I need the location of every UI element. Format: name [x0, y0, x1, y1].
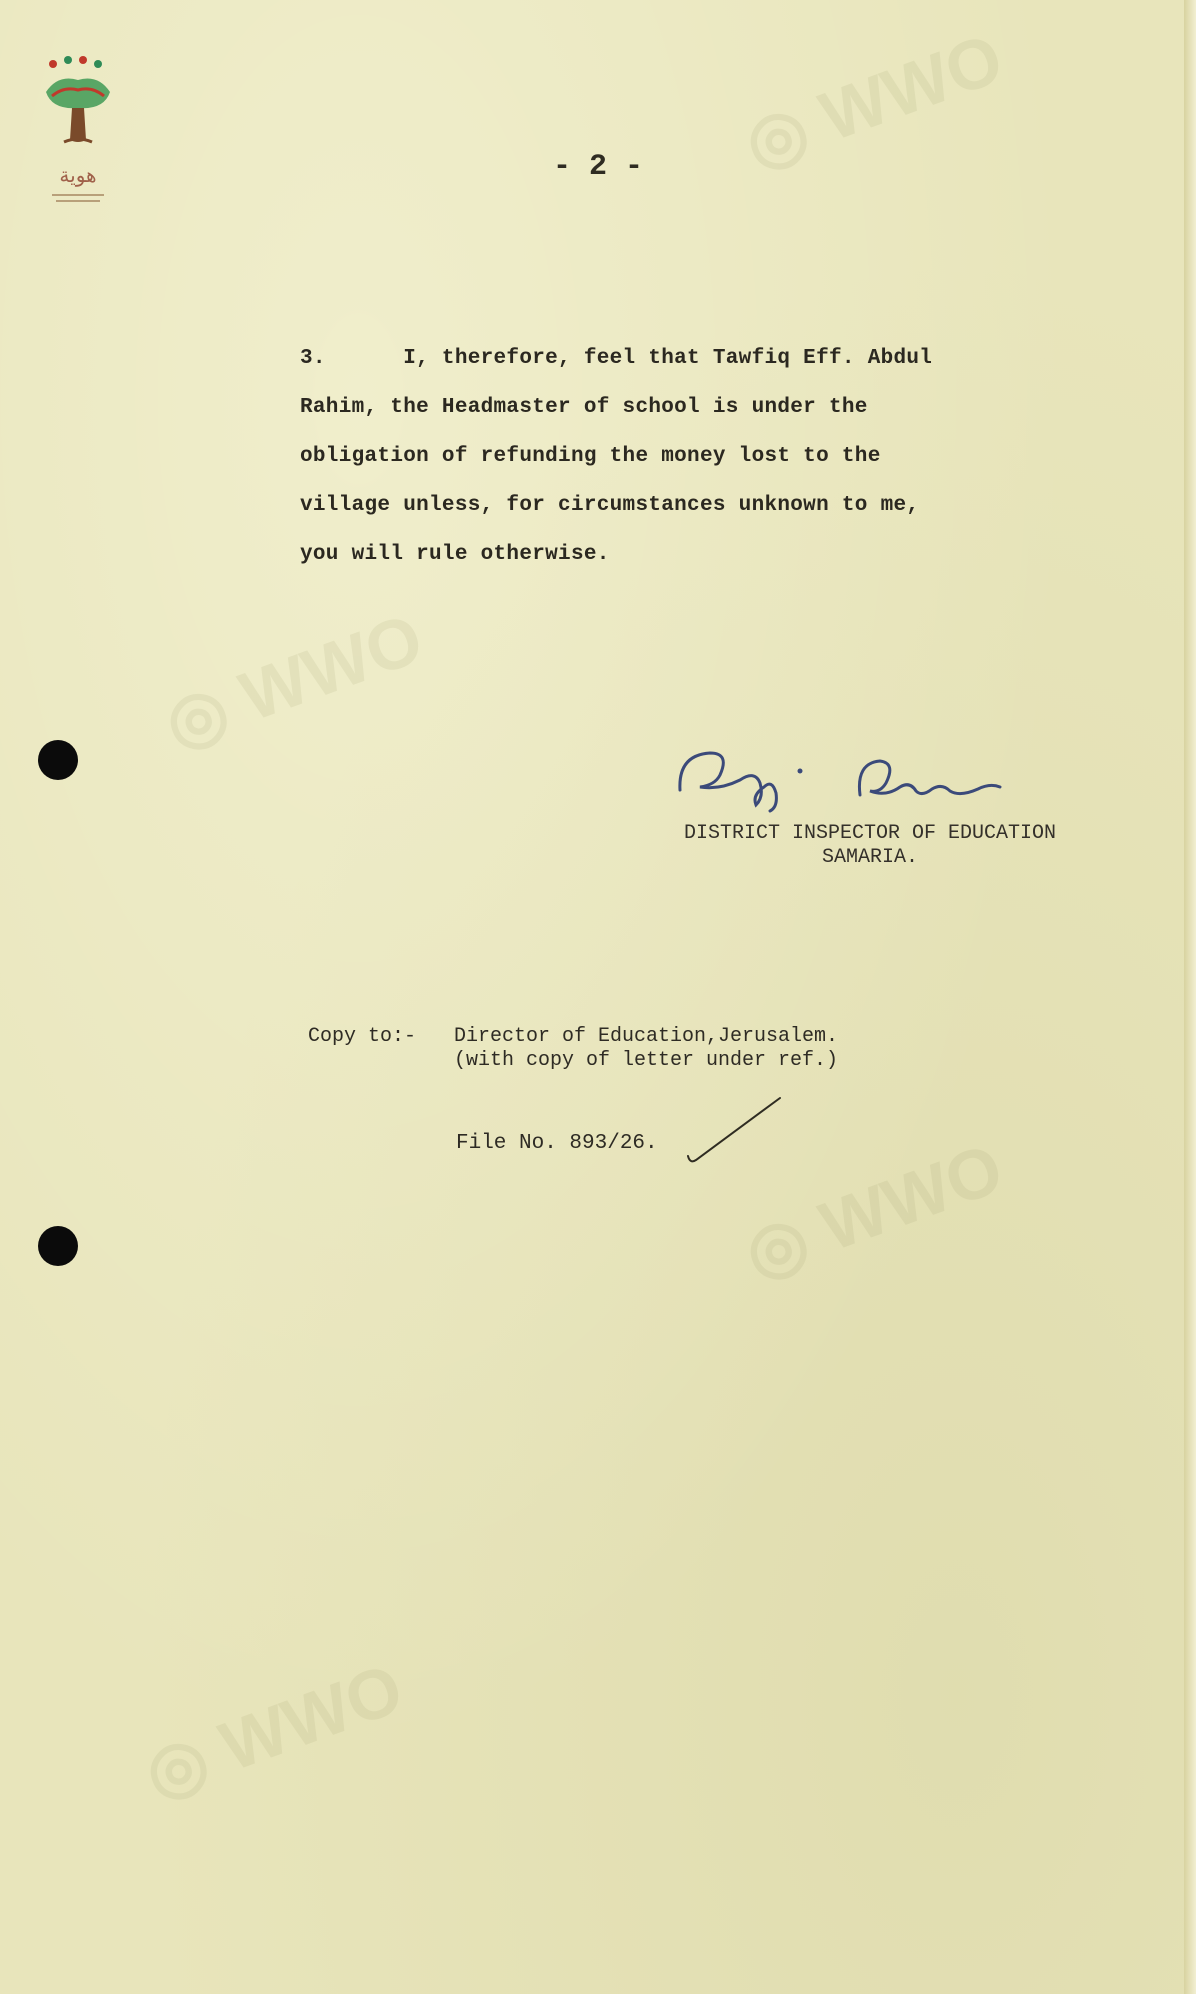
watermark-stamp: ◎ WWO — [734, 1128, 1013, 1294]
watermark-stamp: ◎ WWO — [134, 1648, 413, 1814]
copy-to-recipient: Director of Education,Jerusalem. — [454, 1025, 839, 1048]
body-line: 3. I, therefore, feel that Tawfiq Eff. Abdul — [300, 347, 933, 370]
signature-title-line: DISTRICT INSPECTOR OF EDUCATION — [683, 822, 1057, 845]
body-line: you will rule otherwise. — [300, 543, 610, 566]
tree-logo — [38, 52, 118, 212]
tree-logo-icon — [38, 52, 118, 212]
watermark-stamp: ◎ WWO — [734, 18, 1013, 184]
body-paragraph — [300, 334, 1080, 579]
signature-title — [640, 822, 1100, 870]
paper-edge — [1184, 0, 1196, 1994]
checkmark-icon — [680, 1090, 790, 1170]
punch-hole — [38, 1226, 78, 1266]
file-number: File No. 893/26. — [456, 1132, 658, 1155]
svg-text:هوية: هوية — [59, 163, 97, 187]
page-number: - 2 - — [552, 150, 643, 184]
copy-to-label: Copy to:- — [308, 1025, 417, 1048]
punch-hole — [38, 740, 78, 780]
copy-to-note: (with copy of letter under ref.) — [454, 1049, 839, 1072]
handwritten-signature — [660, 735, 1080, 825]
signature-title-line: SAMARIA. — [821, 846, 918, 869]
body-line: obligation of refunding the money lost to the — [300, 445, 881, 468]
watermark-stamp: ◎ WWO — [154, 598, 433, 764]
body-line: village unless, for circumstances unknown to me, — [300, 494, 920, 517]
body-line: Rahim, the Headmaster of school is under the — [300, 396, 868, 419]
